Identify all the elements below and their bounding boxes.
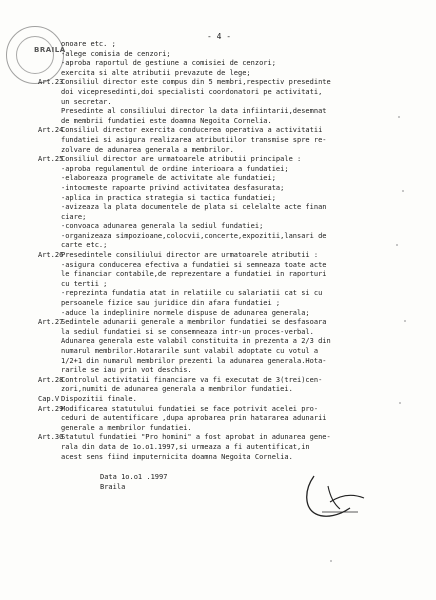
article-line: -alege comisia de cenzori; — [61, 49, 171, 58]
article-line: Statutul fundatiei "Pro homini" a fost aprobat in adunarea gene- — [61, 433, 331, 442]
article-number: Art.24 — [38, 126, 64, 135]
handwritten-signature — [300, 468, 370, 523]
article-line: persoanele fizice sau juridice din afara fundatiei ; — [61, 299, 281, 308]
article-line: Presedinte al consiliului director la data infiintarii,desemnat — [61, 107, 327, 116]
article-line: la sediul fundatiei si se consemneaza intr-un proces-verbal. — [61, 327, 314, 336]
article-number: Art.30 — [38, 433, 64, 442]
article-number: Art.28 — [38, 375, 64, 384]
article-line: -convoaca adunarea generala la sediul fundatiei; — [61, 222, 264, 231]
article-text — [61, 251, 424, 318]
article-line: cu tertii ; — [61, 279, 108, 288]
article-line: Controlul activitatii financiare va fi executat de 3(trei)cen- — [61, 375, 323, 384]
scan-speck — [330, 560, 332, 562]
article-line: Consiliul director este compus din 5 membri,respectiv presedinte — [61, 78, 331, 87]
scan-speck — [398, 116, 400, 118]
place-line: Braila — [100, 482, 126, 491]
article-line: rala din data de 1o.o1.1997,si urmeaza a fi autentificat,in — [61, 442, 310, 451]
article-row — [0, 433, 436, 462]
article-line: Adunarea generala este valabil constituita in prezenta a 2/3 din — [61, 337, 331, 346]
article-row — [0, 405, 436, 434]
article-line: zori,numiti de adunarea generala a membrilor fundatiei. — [61, 385, 293, 394]
article-line: -avizeaza la plata documentele de plata si celelalte acte finan — [61, 203, 327, 212]
article-line: Dispozitii finale. — [61, 394, 137, 403]
article-number: Cap.V — [38, 394, 60, 403]
article-number: Art.23 — [38, 78, 64, 87]
article-line: -elaboreaza programele de activitate ale fundatiei; — [61, 174, 276, 183]
article-number: Art.29 — [38, 404, 64, 413]
article-number: Art.27 — [38, 318, 64, 327]
article-text — [61, 395, 424, 405]
article-line: onoare etc. ; — [61, 40, 116, 48]
article-line: 1/2+1 din numarul membrilor prezenti la adunarea generala.Hota- — [61, 356, 327, 365]
article-line: le financiar contabile,de reprezentare a fundatiei in raporturi — [61, 270, 327, 279]
article-line: un secretar. — [61, 97, 112, 106]
article-line: Modificarea statutului fundatiei se face potrivit acelei pro- — [61, 404, 319, 413]
article-text — [61, 40, 424, 78]
article-row — [0, 78, 436, 126]
article-line: ceduri de autentificare ,dupa aprobarea prin hatararea adunarii — [61, 414, 327, 423]
stamp-city-text: BRAILA — [34, 46, 66, 54]
date-line: Data 1o.o1 .1997 — [100, 473, 168, 481]
article-line: -asigura conducerea efectiva a fundatiei si semneaza toate acte — [61, 260, 327, 269]
article-row — [0, 318, 436, 376]
article-line: -aplica in practica strategia si tactica fundatiei; — [61, 193, 276, 202]
article-text — [61, 318, 424, 376]
article-line: -reprezinta fundatia atat in relatiile cu salariatii cat si cu — [61, 289, 323, 298]
article-line: de membrii fundatiei este doamna Negoita Cornelia. — [61, 116, 272, 125]
statute-articles — [0, 40, 436, 462]
date-block — [100, 473, 167, 492]
article-line: Sedintele adunarii generale a membrilor fundatiei se desfasoara — [61, 318, 327, 327]
article-text — [61, 405, 424, 434]
scan-speck — [399, 402, 401, 404]
article-line: Presedintele consiliului director are urmatoarele atributii : — [61, 251, 319, 260]
article-text — [61, 376, 424, 395]
article-line: zolvare de adunarea generala a membrilor. — [61, 145, 234, 154]
article-number: Art.26 — [38, 251, 64, 260]
article-line: -aproba raportul de gestiune a comisiei de cenzori; — [61, 59, 276, 68]
article-row — [0, 126, 436, 155]
article-line: fundatiei si asigura realizarea atributiilor transmise spre re- — [61, 135, 327, 144]
article-row — [0, 155, 436, 251]
article-text — [61, 126, 424, 155]
article-line: generale a membrilor fundatiei. — [61, 423, 192, 432]
article-row — [0, 251, 436, 318]
article-line: Consiliul director exercita conducerea operativa a activitatii — [61, 126, 323, 135]
article-line: doi vicepresedinti,doi specialisti coordonatori pe activitati, — [61, 87, 323, 96]
article-line: ciare; — [61, 212, 87, 221]
article-row — [0, 395, 436, 405]
article-line: -aduce la indeplinire normele dispuse de adunarea generala; — [61, 308, 310, 317]
article-line: acest sens fiind imputernicita doamna Negoita Cornelia. — [61, 452, 293, 461]
article-line: numarul membrilor.Hotararile sunt valabil adoptate cu votul a — [61, 347, 319, 355]
article-text — [61, 433, 424, 462]
scan-speck — [402, 190, 404, 192]
scan-speck — [396, 244, 398, 246]
article-line: -intocmeste rapoarte privind activitatea desfasurata; — [61, 183, 285, 192]
article-line: -organizeaza simpozioane,colocvii,concerte,expozitii,lansari de — [61, 231, 327, 240]
article-line: carte etc.; — [61, 241, 108, 250]
page-number: - 4 - — [207, 32, 232, 41]
article-line: rarile se iau prin vot deschis. — [61, 366, 192, 375]
article-line: exercita si alte atributii prevazute de lege; — [61, 68, 251, 77]
article-number: Art.25 — [38, 155, 64, 164]
article-row — [0, 376, 436, 395]
article-text — [61, 78, 424, 126]
article-row — [0, 40, 436, 78]
article-line: -aproba regulamentul de ordine interioara a fundatiei; — [61, 164, 289, 173]
scan-speck — [404, 320, 406, 322]
article-text — [61, 155, 424, 251]
article-line: Consiliul director are urmatoarele atributii principale : — [61, 155, 302, 164]
